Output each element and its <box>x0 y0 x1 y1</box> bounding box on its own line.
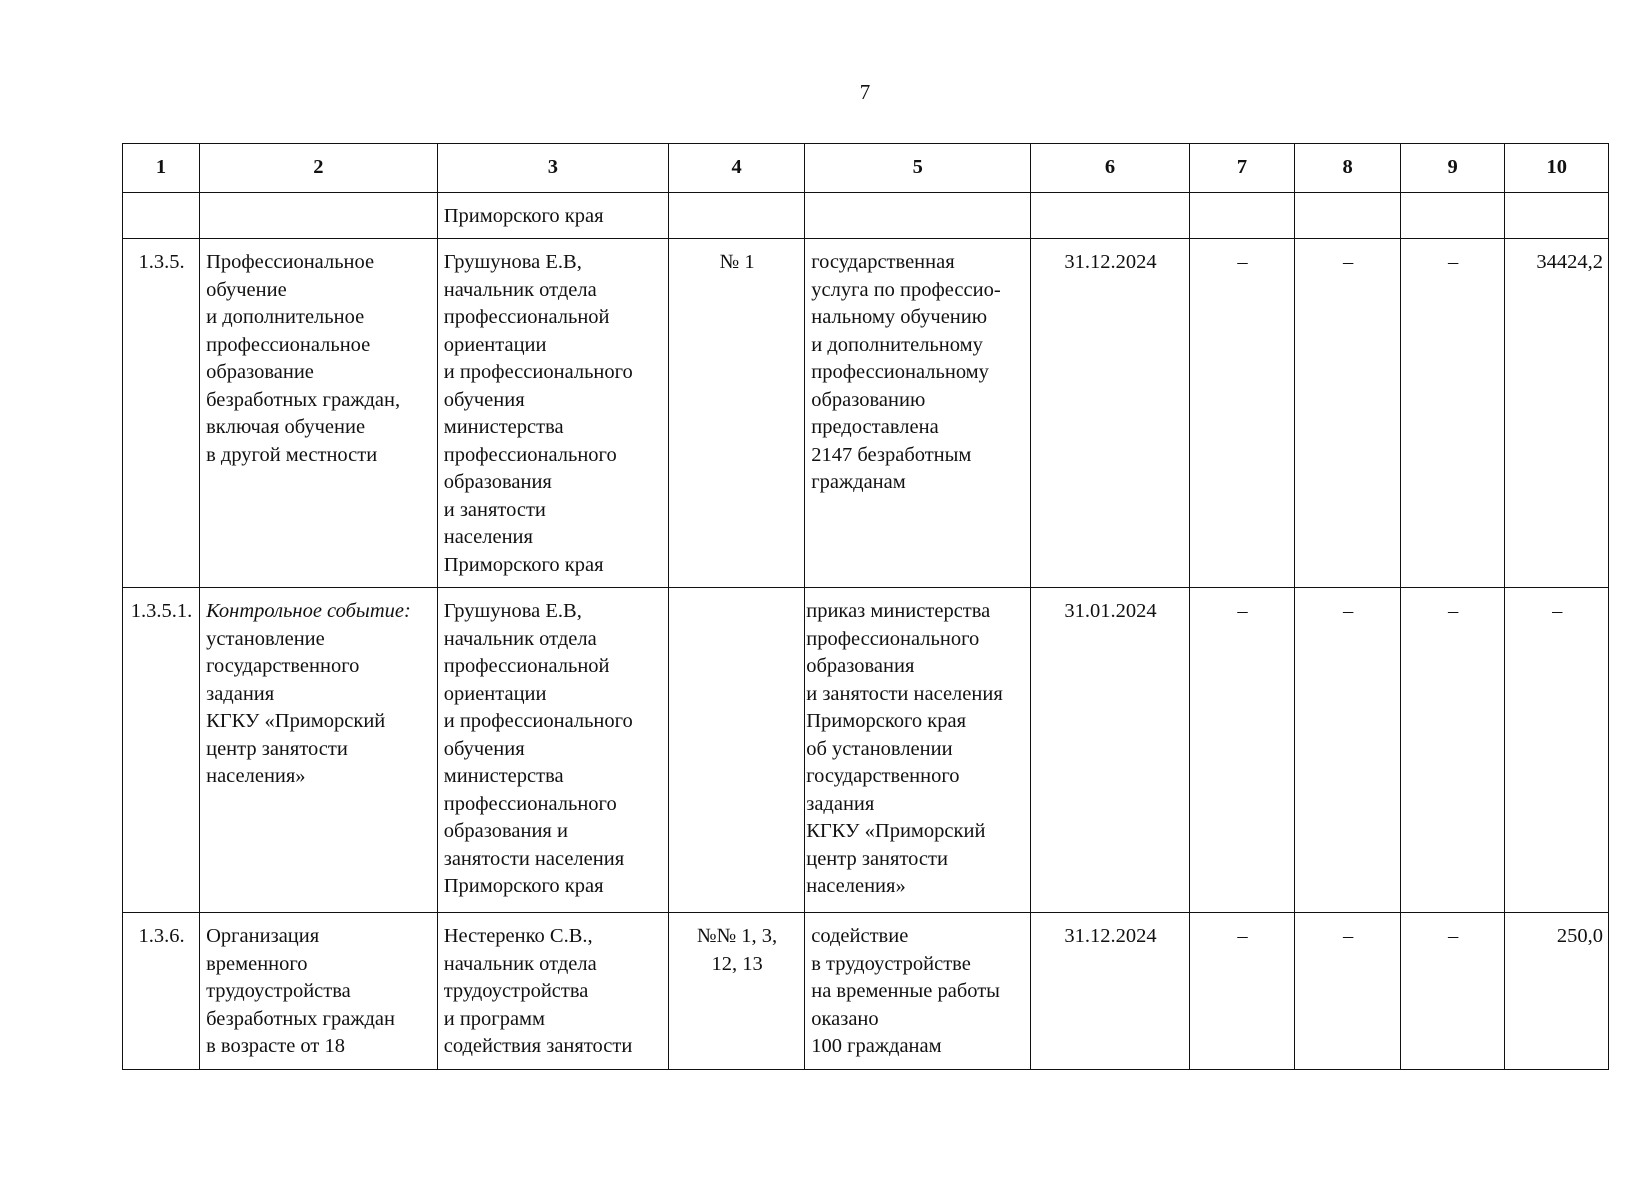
cell-text-line: и дополнительному <box>811 333 983 356</box>
cell-num: 1.3.5. <box>123 239 200 588</box>
cell-text-line: и занятости <box>443 498 546 521</box>
cell-text-line: Приморского края <box>443 875 604 897</box>
header-col-8: 8 <box>1295 144 1401 193</box>
cell-num <box>123 192 200 239</box>
cell-date: 31.12.2024 <box>1031 239 1189 588</box>
cell-text-line: Профессиональное <box>206 251 375 273</box>
cell-text-line: центр занятости <box>806 847 948 870</box>
cell-text-line: предоставлена <box>811 416 939 438</box>
cell-text-line: начальник отдела <box>443 952 597 975</box>
cell-col9 <box>1400 192 1505 239</box>
cell-responsible: Приморского края <box>437 192 668 239</box>
cell-text-line: начальник отдела <box>443 627 597 650</box>
cell-text-line: в другой местности <box>206 443 378 466</box>
cell-text-line: государственного <box>206 655 360 677</box>
header-col-5: 5 <box>805 144 1031 193</box>
cell-col10 <box>1505 192 1609 239</box>
cell-result <box>805 913 1031 1070</box>
cell-text-line: образования <box>443 471 552 493</box>
cell-text-line: образования и <box>443 820 568 842</box>
cell-text-line: обучение <box>206 278 287 301</box>
cell-text-line: и дополнительное <box>206 306 365 328</box>
header-col-2: 2 <box>200 144 438 193</box>
cell-col7: – <box>1189 588 1295 913</box>
cell-text-line: и программ <box>443 1007 545 1030</box>
cell-text-line: государственного <box>806 765 960 787</box>
cell-ref <box>669 588 805 913</box>
cell-text-line: профессионального <box>443 792 617 815</box>
cell-col8 <box>1295 192 1401 239</box>
table-row <box>123 913 1609 1070</box>
cell-text-line: министерства <box>443 765 564 787</box>
cell-text-line: и занятости населения <box>806 682 1003 705</box>
cell-text-line: министерства <box>443 416 564 438</box>
cell-text-line: и профессионального <box>443 361 633 383</box>
cell-text-line: образованию <box>811 388 926 411</box>
cell-text-line: в трудоустройстве <box>811 952 971 975</box>
cell-col8: – <box>1295 913 1401 1070</box>
cell-col8: – <box>1295 239 1401 588</box>
cell-responsible <box>437 913 668 1070</box>
cell-text-line: государственная <box>811 251 955 273</box>
cell-text-line: обучения <box>443 737 525 760</box>
cell-text-line: КГКУ «Приморский <box>806 820 986 842</box>
cell-text-line: об установлении <box>806 737 953 760</box>
table-row-continuation <box>123 192 1609 239</box>
cell-text-line: Нестеренко С.В., <box>443 925 593 947</box>
cell-text-line: КГКУ «Приморский <box>206 710 386 732</box>
cell-text-line: ориентации <box>443 682 547 705</box>
cell-text-line: 2147 безработным <box>811 443 972 466</box>
cell-text-line: населения» <box>806 875 906 897</box>
cell-result <box>805 588 1031 913</box>
cell-ref <box>669 192 805 239</box>
cell-text-line: гражданам <box>811 471 906 493</box>
cell-text-line: начальник отдела <box>443 278 597 301</box>
cell-ref <box>669 913 805 1070</box>
cell-event <box>200 239 438 588</box>
cell-text-line: в возрасте от 18 <box>206 1035 345 1057</box>
control-event-label: Контрольное событие: <box>206 600 411 622</box>
cell-result <box>805 192 1031 239</box>
cell-text-line: профессиональной <box>443 306 610 328</box>
cell-responsible <box>437 239 668 588</box>
cell-event <box>200 588 438 913</box>
cell-ref: № 1 <box>669 239 805 588</box>
cell-text-line: ориентации <box>443 333 547 356</box>
cell-text-line: Организация <box>206 925 320 947</box>
cell-event <box>200 192 438 239</box>
cell-col10: – <box>1505 588 1609 913</box>
header-row <box>123 144 1609 193</box>
cell-text-line: безработных граждан, <box>206 388 401 411</box>
cell-text-line: приказ министерства <box>806 600 991 622</box>
cell-text-line: 12, 13 <box>711 952 763 975</box>
cell-text-line: образования <box>806 655 915 677</box>
cell-text-line: профессионального <box>806 627 980 650</box>
cell-date <box>1031 192 1189 239</box>
cell-col7: – <box>1189 239 1295 588</box>
cell-text-line: профессиональное <box>206 333 371 356</box>
cell-date: 31.01.2024 <box>1031 588 1189 913</box>
cell-date: 31.12.2024 <box>1031 913 1189 1070</box>
cell-col7: – <box>1189 913 1295 1070</box>
cell-num: 1.3.5.1. <box>123 588 200 913</box>
cell-text-line: задания <box>806 792 875 815</box>
cell-col9: – <box>1400 913 1505 1070</box>
header-col-10: 10 <box>1505 144 1609 193</box>
cell-text-line: профессионального <box>443 443 617 466</box>
cell-text-line: обучения <box>443 388 525 411</box>
cell-text-line: трудоустройства <box>206 980 351 1002</box>
cell-text-line: занятости населения <box>443 847 625 870</box>
header-col-1: 1 <box>123 144 200 193</box>
cell-event <box>200 913 438 1070</box>
cell-text-line: образование <box>206 361 314 383</box>
header-col-3: 3 <box>437 144 668 193</box>
cell-text-line: временного <box>206 952 308 975</box>
cell-text-line: на временные работы <box>811 980 1000 1002</box>
cell-col10: 250,0 <box>1505 913 1609 1070</box>
cell-num: 1.3.6. <box>123 913 200 1070</box>
cell-text-line: и профессионального <box>443 710 633 732</box>
cell-text-line: №№ 1, 3, <box>697 925 778 947</box>
page-number: 7 <box>859 80 871 104</box>
cell-col9: – <box>1400 239 1505 588</box>
cell-text-line: населения» <box>206 765 306 787</box>
cell-text-line: нальному обучению <box>811 306 988 328</box>
header-col-4: 4 <box>669 144 805 193</box>
cell-col10: 34424,2 <box>1505 239 1609 588</box>
cell-text-line: включая обучение <box>206 416 366 438</box>
cell-text-line: трудоустройства <box>443 980 589 1002</box>
cell-col8: – <box>1295 588 1401 913</box>
cell-text-line: центр занятости <box>206 737 348 760</box>
header-col-6: 6 <box>1031 144 1189 193</box>
cell-text-line: установление <box>206 627 325 650</box>
cell-text-line: Грушунова Е.В, <box>443 600 582 622</box>
cell-text-line: Приморского края <box>443 553 604 576</box>
cell-text-line: содействия занятости <box>443 1035 633 1057</box>
cell-text-line: профессиональному <box>811 361 989 383</box>
cell-text-line: Приморского края <box>806 710 967 732</box>
cell-text-line: населения <box>443 526 533 548</box>
cell-text-line: 100 гражданам <box>811 1035 942 1057</box>
cell-text-line: услуга по профессио- <box>811 278 1001 301</box>
plan-table <box>122 143 1609 1070</box>
cell-col7 <box>1189 192 1295 239</box>
table-row <box>123 588 1609 913</box>
cell-text-line: Грушунова Е.В, <box>443 251 582 273</box>
header-col-9: 9 <box>1400 144 1505 193</box>
cell-responsible <box>437 588 668 913</box>
cell-text-line: оказано <box>811 1007 879 1030</box>
cell-text-line: профессиональной <box>443 655 610 677</box>
cell-text-line: задания <box>206 682 275 705</box>
cell-text-line: содействие <box>811 925 909 947</box>
cell-result <box>805 239 1031 588</box>
table-row <box>123 239 1609 588</box>
cell-text-line: безработных граждан <box>206 1007 395 1030</box>
cell-col9: – <box>1400 588 1505 913</box>
header-col-7: 7 <box>1189 144 1295 193</box>
